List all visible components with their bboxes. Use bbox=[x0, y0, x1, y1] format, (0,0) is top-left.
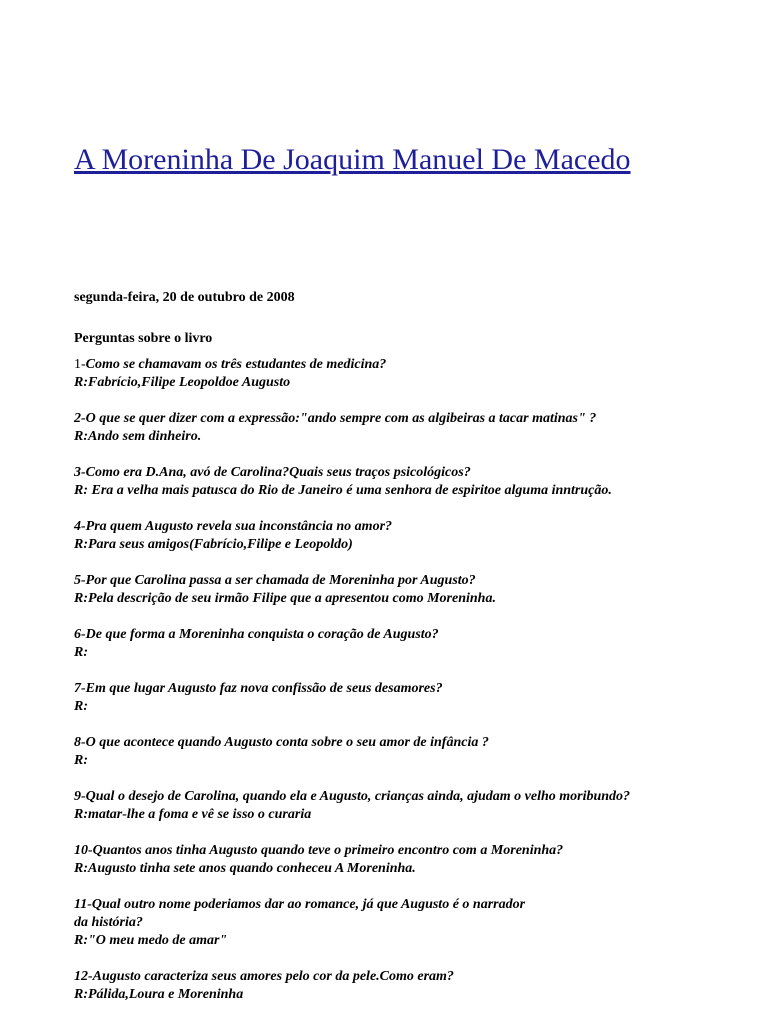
question-text: 8-O que acontece quando Augusto conta sobre o seu amor de infância ? bbox=[74, 735, 489, 750]
question-item bbox=[74, 734, 744, 770]
question-item bbox=[74, 842, 744, 878]
question-text: 6-De que forma a Moreninha conquista o coração de Augusto? bbox=[74, 627, 439, 642]
answer-text: R:Ando sem dinheiro. bbox=[74, 429, 202, 444]
question-text: 12-Augusto caracteriza seus amores pelo cor da pele.Como eram? bbox=[74, 969, 454, 984]
question-text: 10-Quantos anos tinha Augusto quando teve o primeiro encontro com a Moreninha? bbox=[74, 843, 564, 858]
answer-text: R:Augusto tinha sete anos quando conheceu A Moreninha. bbox=[74, 861, 416, 876]
post-subtitle: Perguntas sobre o livro bbox=[74, 331, 213, 346]
question-item bbox=[74, 356, 744, 392]
question-item bbox=[74, 968, 744, 1004]
answer-text: R: bbox=[74, 753, 88, 768]
answer-text: R: bbox=[74, 645, 88, 660]
question-list bbox=[74, 356, 744, 1022]
question-item bbox=[74, 896, 744, 950]
question-text: 3-Como era D.Ana, avó de Carolina?Quais seus traços psicológicos? bbox=[74, 465, 471, 480]
page-title[interactable]: A Moreninha De Joaquim Manuel De Macedo bbox=[74, 143, 631, 176]
answer-text: R: bbox=[74, 699, 88, 714]
question-item bbox=[74, 680, 744, 716]
post-date: segunda-feira, 20 de outubro de 2008 bbox=[74, 290, 295, 305]
question-item bbox=[74, 572, 744, 608]
question-item bbox=[74, 410, 744, 446]
question-item bbox=[74, 518, 744, 554]
answer-text: R: Era a velha mais patusca do Rio de Janeiro é uma senhora de espiritoe alguma inntrução. bbox=[74, 483, 612, 498]
question-text: 5-Por que Carolina passa a ser chamada de Moreninha por Augusto? bbox=[74, 573, 476, 588]
question-number: 1- bbox=[74, 357, 86, 372]
question-text: 9-Qual o desejo de Carolina, quando ela e Augusto, crianças ainda, ajudam o velho moribundo? bbox=[74, 789, 631, 804]
answer-text: R:Fabrício,Filipe Leopoldoe Augusto bbox=[74, 375, 291, 390]
answer-text: R:Pela descrição de seu irmão Filipe que a apresentou como Moreninha. bbox=[74, 591, 496, 606]
question-text: 2-O que se quer dizer com a expressão:"ando sempre com as algibeiras a tacar matinas" ? bbox=[74, 411, 597, 426]
answer-text: R:matar-lhe a foma e vê se isso o curaria bbox=[74, 807, 312, 822]
question-item bbox=[74, 626, 744, 662]
question-text: 11-Qual outro nome poderiamos dar ao romance, já que Augusto é o narrador da história? bbox=[74, 897, 526, 930]
question-text: 4-Pra quem Augusto revela sua inconstância no amor? bbox=[74, 519, 393, 534]
answer-text: R:Pálida,Loura e Moreninha bbox=[74, 987, 244, 1002]
question-text: 7-Em que lugar Augusto faz nova confissão de seus desamores? bbox=[74, 681, 443, 696]
question-item bbox=[74, 788, 744, 824]
question-item bbox=[74, 464, 744, 500]
answer-text: R:"O meu medo de amar" bbox=[74, 933, 228, 948]
question-text: 1-Como se chamavam os três estudantes de medicina? bbox=[74, 357, 387, 372]
answer-text: R:Para seus amigos(Fabrício,Filipe e Leopoldo) bbox=[74, 537, 353, 552]
